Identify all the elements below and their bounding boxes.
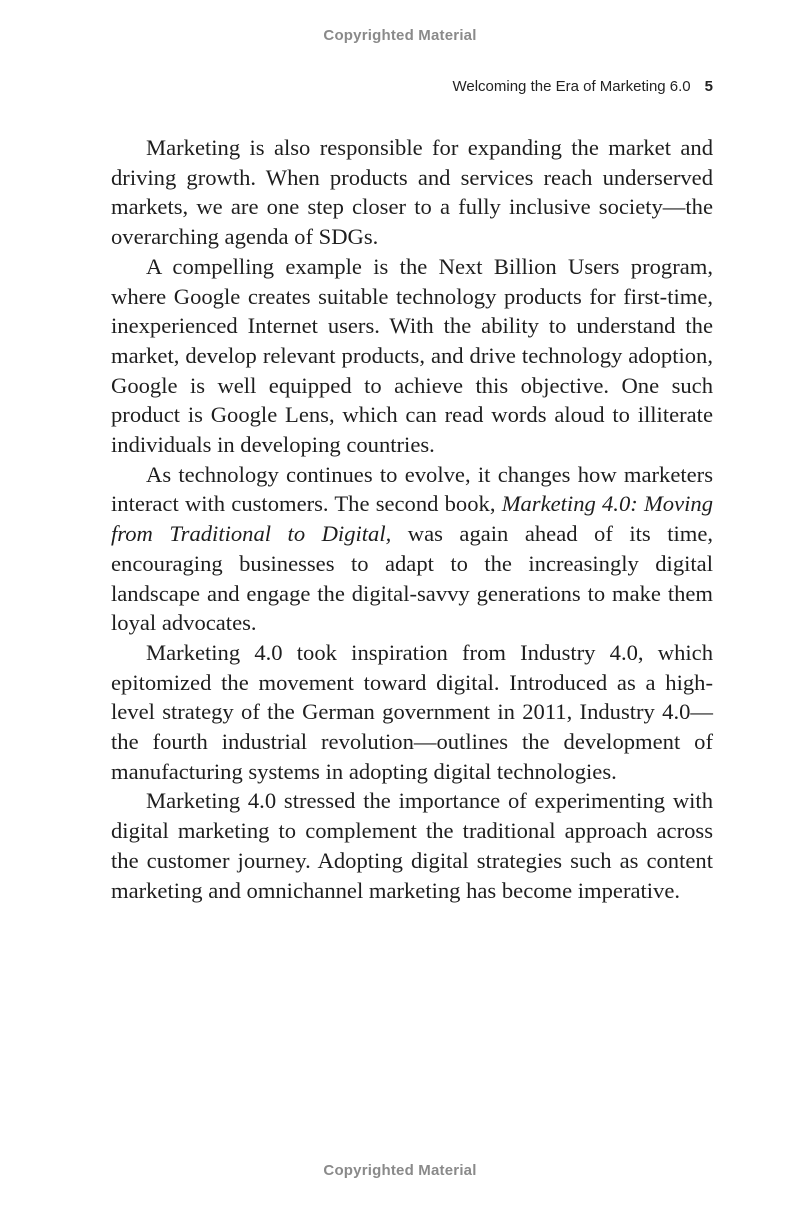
paragraph-3-start: As technology continues to evolve, it changes how marketers interact with customers. The second book, — [111, 461, 713, 517]
paragraph-4: Marketing 4.0 took inspiration from Industry 4.0, which epitomized the movement toward digital. Introduced as a high-level strategy of the German government in 2011, Industry 4.0—the fourth industrial revolution—outlines the development of manufacturing systems in adopting digital technologies. — [111, 639, 713, 784]
paragraph-3-end: was again ahead of its time, encouraging businesses to adapt to the increasingly digital landscape and engage the digital-savvy generations to make them loyal advocates. — [111, 521, 713, 636]
paragraph-3 — [111, 460, 713, 638]
page-number: 5 — [704, 78, 713, 95]
paragraph-1: Marketing is also responsible for expanding the market and driving growth. When products and services reach underserved markets, we are one step closer to a fully inclusive society—the overarching agenda of SDGs. — [111, 135, 713, 250]
paragraph-5: Marketing 4.0 stressed the importance of experimenting with digital marketing to complement the traditional approach across the customer journey. Adopting digital strategies such as content marketing and omnichannel marketing has become imperative. — [111, 788, 713, 903]
watermark-top: Copyrighted Material — [323, 27, 477, 44]
book-title: Marketing 4.0: Moving from Traditional to Digital, — [111, 491, 713, 547]
paragraph-2: A compelling example is the Next Billion Users program, where Google creates suitable technology products for first-time, inexperienced Internet users. With the ability to understand the market, develop relevant products, and drive technology adoption, Google is well equipped to achieve this objective. One such product is Google Lens, which can read words aloud to illiterate individuals in developing countries. — [111, 253, 713, 458]
body-text — [111, 133, 713, 905]
running-head-title: Welcoming the Era of Marketing 6.0 — [452, 78, 691, 95]
watermark-bottom: Copyrighted Material — [323, 1162, 477, 1179]
running-head — [452, 78, 713, 95]
